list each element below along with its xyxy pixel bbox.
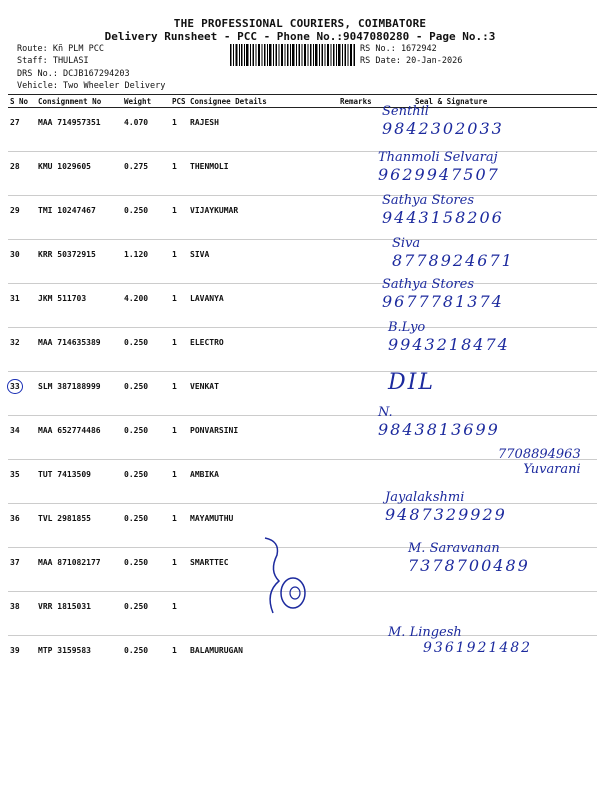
signature-phone: 9943218474 bbox=[388, 335, 510, 354]
signature-name: DIL bbox=[388, 370, 435, 395]
row-sno: 34 bbox=[8, 416, 36, 460]
row-pcs: 1 bbox=[170, 196, 188, 240]
circled-sno: 33 bbox=[7, 379, 23, 394]
row-weight: 0.250 bbox=[122, 196, 170, 240]
row-consignee: VIJAYKUMAR bbox=[188, 196, 338, 240]
signature-phone: 9843813699 bbox=[378, 420, 500, 439]
col-consignee: Consignee Details bbox=[188, 95, 338, 108]
row-weight: 0.250 bbox=[124, 646, 149, 655]
table-row bbox=[8, 152, 597, 196]
signature-phone: 9487329929 bbox=[385, 505, 507, 524]
route-label: Route: Kñ PLM PCC bbox=[17, 44, 104, 54]
table-row bbox=[8, 636, 597, 680]
row-sno bbox=[8, 372, 36, 416]
signature-phone: 9443158206 bbox=[382, 208, 504, 227]
signature-name: N. bbox=[378, 405, 393, 420]
signature-name: M. Saravanan bbox=[408, 541, 500, 556]
row-remarks bbox=[338, 592, 375, 636]
row-signature bbox=[375, 636, 597, 680]
row-sno: 27 bbox=[8, 108, 36, 152]
row-remarks bbox=[338, 416, 375, 460]
row-signature bbox=[375, 592, 597, 636]
row-sno: 32 bbox=[8, 328, 36, 372]
row-consignment: KRR 50372915 bbox=[36, 240, 122, 284]
row-signature bbox=[375, 196, 597, 240]
vehicle-label: Vehicle: Two Wheeler Delivery bbox=[17, 81, 166, 91]
row-signature bbox=[375, 460, 597, 504]
table-row bbox=[8, 372, 597, 416]
row-signature bbox=[375, 240, 597, 284]
row-remarks bbox=[338, 460, 375, 504]
row-consignment: TUT 7413509 bbox=[36, 460, 122, 504]
row-sno: 28 bbox=[8, 152, 36, 196]
col-sno: S No bbox=[8, 95, 36, 108]
row-pcs: 1 bbox=[170, 592, 188, 636]
signature-name: Senthil bbox=[382, 104, 429, 119]
col-signature: Seal & Signature bbox=[375, 95, 597, 108]
row-pcs: 1 bbox=[170, 460, 188, 504]
row-consignee: ELECTRO bbox=[188, 328, 338, 372]
row-signature bbox=[375, 372, 597, 416]
row-signature bbox=[375, 108, 597, 152]
table-row bbox=[8, 416, 597, 460]
row-consignee: SIVA bbox=[188, 240, 338, 284]
row-weight: 0.250 bbox=[122, 592, 170, 636]
row-consignment: MAA 871082177 bbox=[36, 548, 122, 592]
row-consignee: LAVANYA bbox=[188, 284, 338, 328]
row-pcs: 1 bbox=[170, 504, 188, 548]
row-pcs: 1 bbox=[170, 372, 188, 416]
runsheet-title: Delivery Runsheet - PCC - Phone No.:9047080280 - Page No.:3 bbox=[104, 30, 496, 43]
row-consignment: MAA 652774486 bbox=[36, 416, 122, 460]
row-consignee: VENKAT bbox=[188, 372, 338, 416]
row-weight: 0.275 bbox=[122, 152, 170, 196]
signature-phone: 9677781374 bbox=[382, 292, 504, 311]
row-weight: 0.250 bbox=[122, 372, 170, 416]
row-pcs: 1 bbox=[170, 108, 188, 152]
signature-phone: 7378700489 bbox=[408, 556, 530, 575]
row-signature bbox=[375, 504, 597, 548]
signature-name: M. Lingesh bbox=[388, 625, 462, 640]
rs-no-label: RS No.: 1672942 bbox=[360, 44, 437, 54]
table-row bbox=[8, 108, 597, 152]
row-consignee: SMARTTEC bbox=[188, 548, 338, 592]
row-remarks bbox=[338, 504, 375, 548]
signature-name: Siva bbox=[392, 236, 421, 251]
signature-name: Jayalakshmi bbox=[385, 490, 465, 505]
row-sno: 39 bbox=[10, 646, 20, 655]
row-consignee: MAYAMUTHU bbox=[188, 504, 338, 548]
row-weight: 1.120 bbox=[122, 240, 170, 284]
col-weight: Weight bbox=[122, 95, 170, 108]
row-pcs: 1 bbox=[170, 240, 188, 284]
row-consignment: JKM 511703 bbox=[36, 284, 122, 328]
row-consignment: MAA 714635389 bbox=[36, 328, 122, 372]
row-remarks bbox=[338, 548, 375, 592]
row-weight: 4.070 bbox=[122, 108, 170, 152]
barcode bbox=[230, 44, 355, 66]
drs-label: DRS No.: DCJB167294203 bbox=[17, 69, 130, 79]
row-weight: 0.250 bbox=[122, 416, 170, 460]
row-consignment: SLM 387188999 bbox=[36, 372, 122, 416]
row-consignee: PONVARSINI bbox=[188, 416, 338, 460]
row-sno: 37 bbox=[8, 548, 36, 592]
row-sno: 31 bbox=[8, 284, 36, 328]
table-header-row bbox=[8, 95, 597, 108]
row-consignment: MAA 714957351 bbox=[36, 108, 122, 152]
row-remarks bbox=[338, 284, 375, 328]
col-pcs: PCS bbox=[170, 95, 188, 108]
row-remarks bbox=[338, 152, 375, 196]
signature-name: Sathya Stores bbox=[382, 277, 475, 292]
signature-name: Yuvarani bbox=[523, 462, 581, 477]
rs-date-label: RS Date: 20-Jan-2026 bbox=[360, 56, 463, 66]
row-pcs: 1 bbox=[170, 328, 188, 372]
signature-phone: 9842302033 bbox=[382, 119, 504, 138]
col-consignment: Consignment No bbox=[36, 95, 122, 108]
table-row bbox=[8, 284, 597, 328]
row-consignment: TMI 10247467 bbox=[36, 196, 122, 240]
row-sno: 30 bbox=[8, 240, 36, 284]
row-signature bbox=[375, 328, 597, 372]
row-weight: 0.250 bbox=[122, 548, 170, 592]
scribble-mark bbox=[255, 533, 315, 623]
row-sno: 38 bbox=[8, 592, 36, 636]
row-consignment: VRR 1815031 bbox=[36, 592, 122, 636]
row-consignment: MTP 3159583 bbox=[38, 646, 91, 655]
row-weight: 0.250 bbox=[122, 328, 170, 372]
signature-phone: 7708894963 bbox=[498, 447, 581, 462]
row-weight: 4.200 bbox=[122, 284, 170, 328]
row-consignment: KMU 1029605 bbox=[36, 152, 122, 196]
row-pcs: 1 bbox=[170, 284, 188, 328]
row-sno: 35 bbox=[8, 460, 36, 504]
row-remarks bbox=[338, 636, 375, 680]
row-consignment: TVL 2981855 bbox=[36, 504, 122, 548]
row-remarks bbox=[338, 372, 375, 416]
row-signature bbox=[375, 284, 597, 328]
signature-name: Thanmoli Selvaraj bbox=[378, 150, 498, 165]
table-row bbox=[8, 240, 597, 284]
row-signature bbox=[375, 548, 597, 592]
table-row bbox=[8, 328, 597, 372]
row-signature bbox=[375, 152, 597, 196]
row-remarks bbox=[338, 328, 375, 372]
col-remarks: Remarks bbox=[338, 95, 375, 108]
row-pcs: 1 bbox=[172, 646, 177, 655]
row-consignee: BALAMURUGAN bbox=[190, 646, 243, 655]
row-consignee: RAJESH bbox=[188, 108, 338, 152]
signature-phone: 9629947507 bbox=[378, 165, 500, 184]
row-consignee: AMBIKA bbox=[188, 460, 338, 504]
row-pcs: 1 bbox=[170, 548, 188, 592]
row-sno: 36 bbox=[8, 504, 36, 548]
row-sno: 29 bbox=[8, 196, 36, 240]
row-pcs: 1 bbox=[170, 416, 188, 460]
row-pcs: 1 bbox=[170, 152, 188, 196]
signature-name: Sathya Stores bbox=[382, 193, 475, 208]
staff-label: Staff: THULASI bbox=[17, 56, 89, 66]
row-remarks bbox=[338, 240, 375, 284]
signature-name: B.Lyo bbox=[388, 320, 426, 335]
row-signature bbox=[375, 416, 597, 460]
row-remarks bbox=[338, 196, 375, 240]
company-title: THE PROFESSIONAL COURIERS, COIMBATORE bbox=[173, 17, 427, 30]
row-weight: 0.250 bbox=[122, 504, 170, 548]
row-consignee: THENMOLI bbox=[188, 152, 338, 196]
row-weight: 0.250 bbox=[122, 460, 170, 504]
row-remarks bbox=[338, 108, 375, 152]
signature-phone: 9361921482 bbox=[423, 640, 533, 656]
table-row bbox=[8, 196, 597, 240]
signature-phone: 8778924671 bbox=[392, 251, 514, 270]
table-row bbox=[8, 460, 597, 504]
